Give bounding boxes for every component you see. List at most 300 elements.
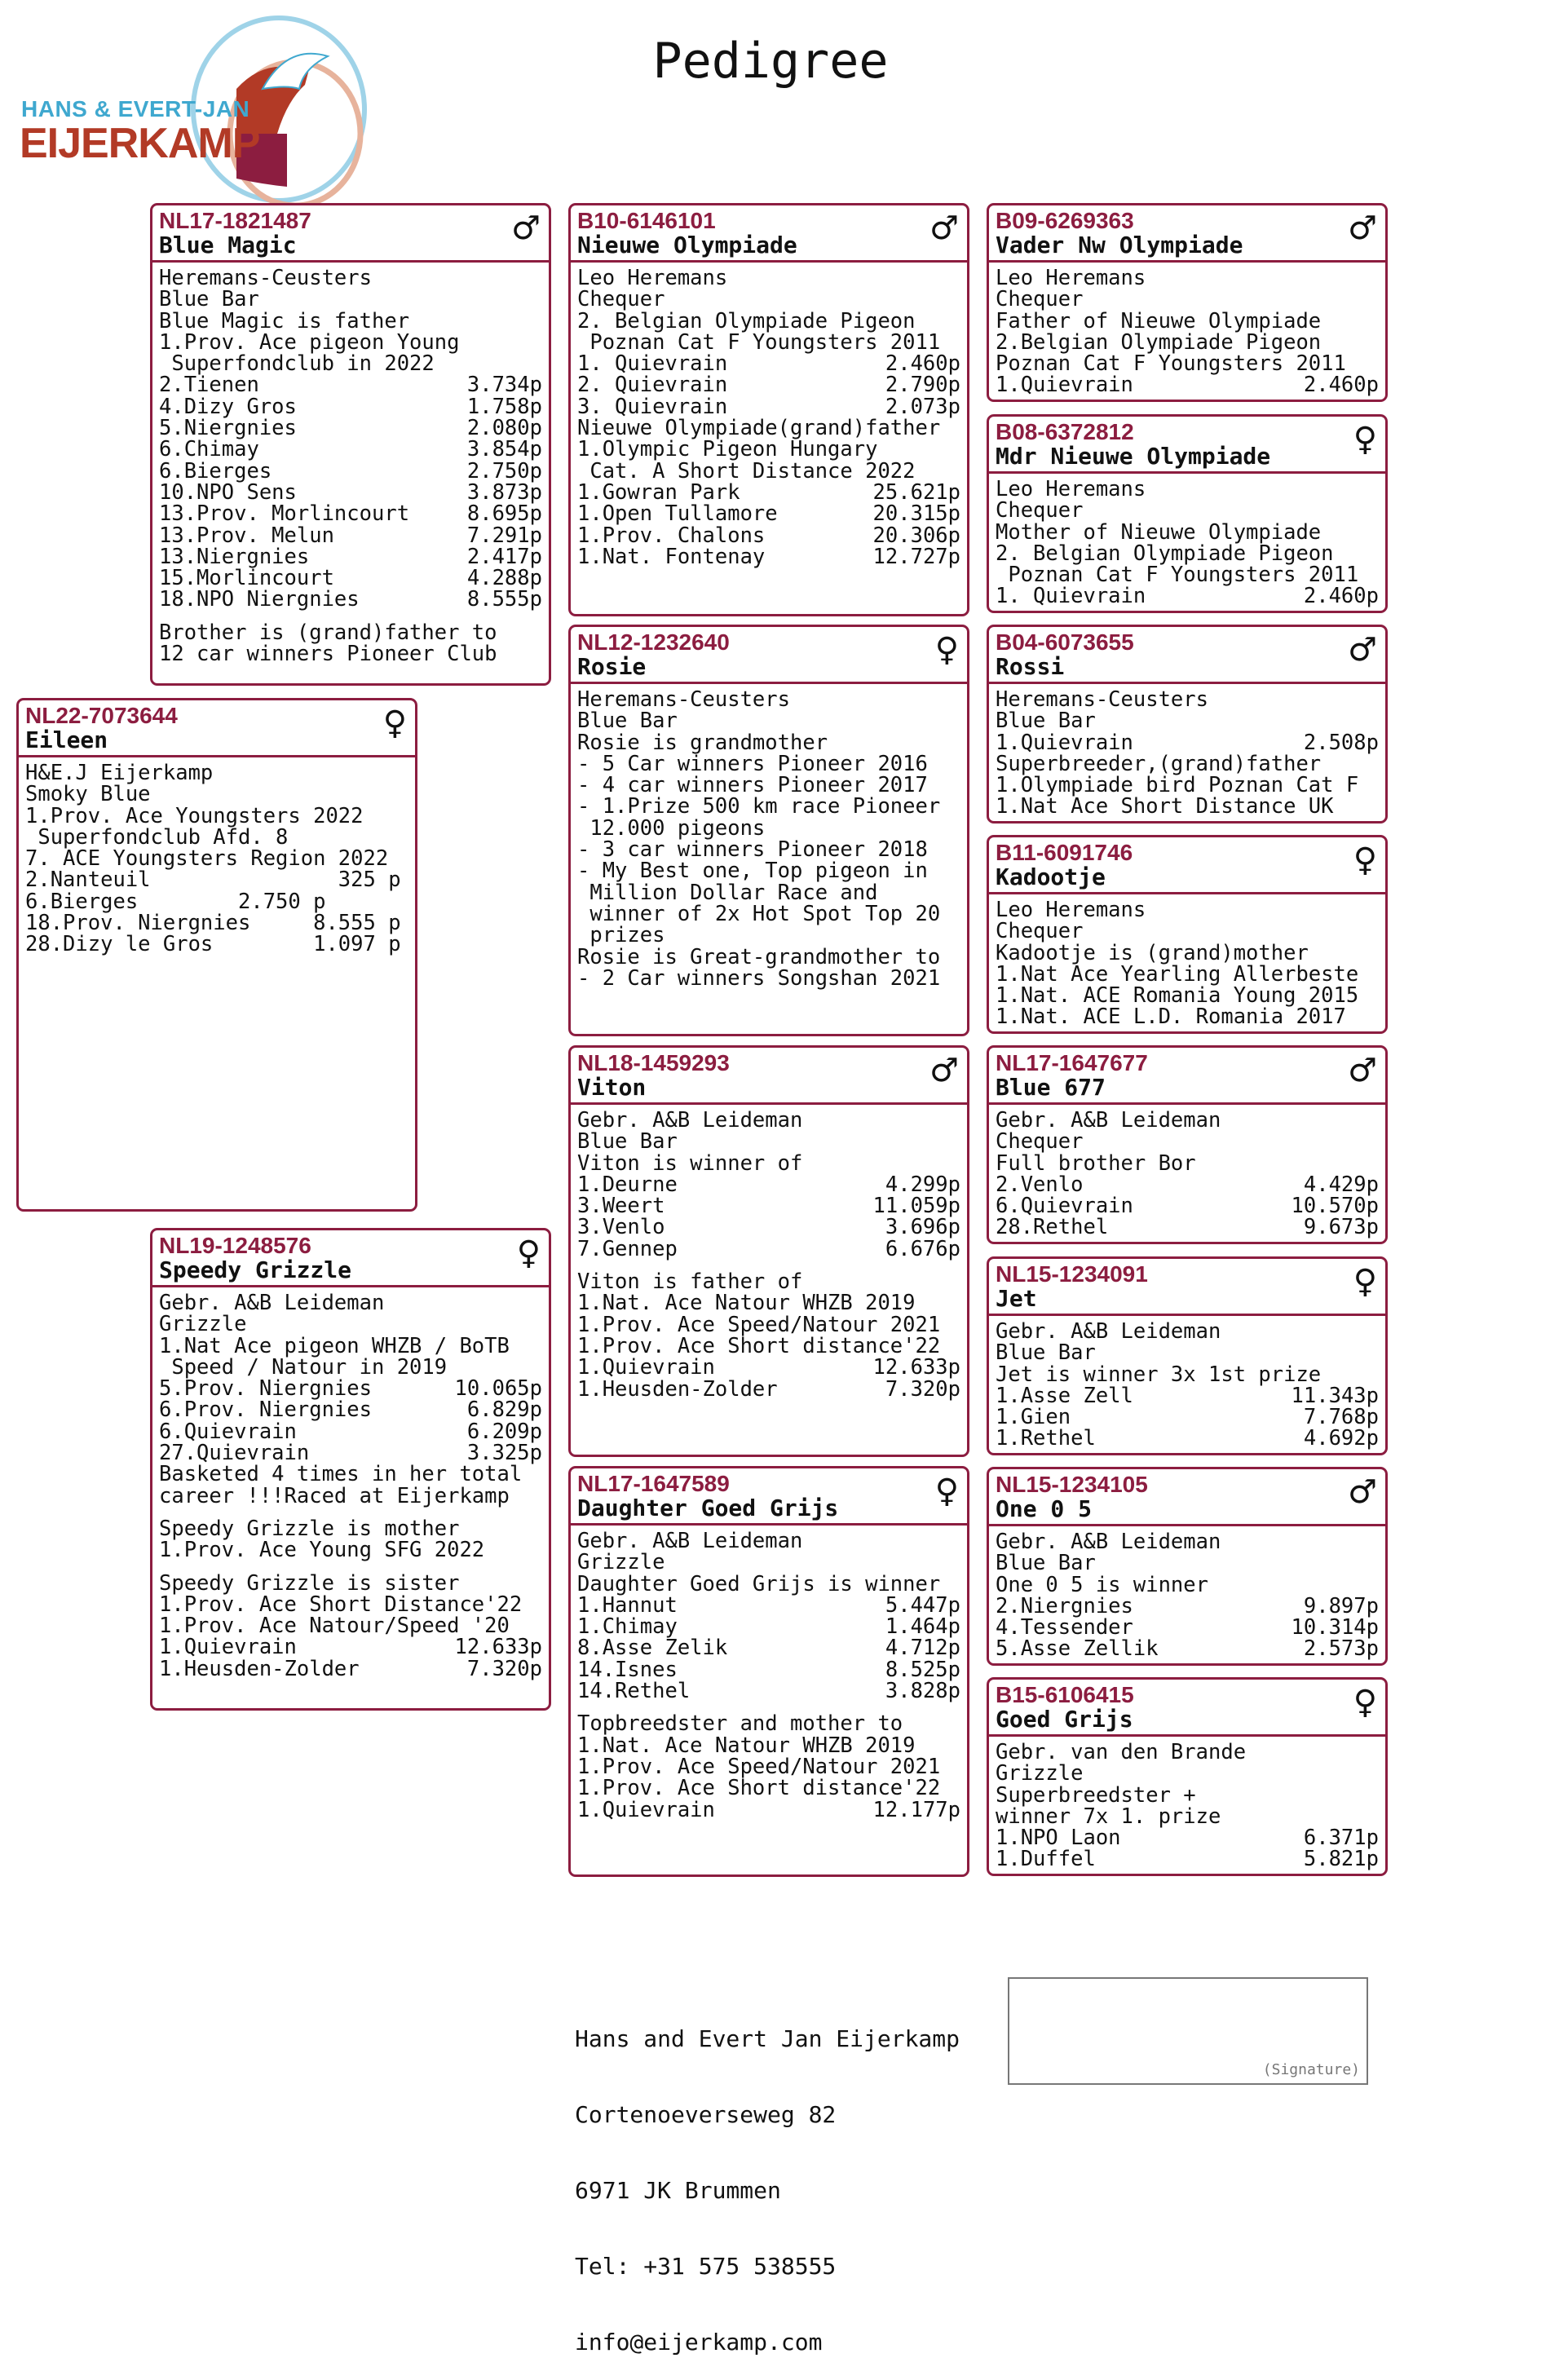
result-line [577, 1194, 960, 1219]
info-line: Grizzle [159, 1312, 247, 1337]
race-prize: 6.676p [885, 1236, 960, 1261]
logo-text-top: HANS & EVERT-JAN [21, 96, 250, 121]
race-name: 1.Rethel [996, 1426, 1096, 1451]
pigeon-name: Vader Nw Olympiade [996, 232, 1243, 258]
result-line [996, 1216, 1379, 1238]
sex-icon: ♂ [1348, 631, 1377, 669]
info-line: Chequer [996, 919, 1084, 944]
race-name: 1. Quievrain [577, 351, 728, 377]
result-line [159, 1376, 542, 1402]
sex-icon: ♂ [511, 210, 541, 247]
result-line [996, 1385, 1379, 1406]
race-name: 1.Heusden-Zolder [159, 1656, 360, 1681]
pigeon-name: Rosie [577, 653, 647, 680]
pigeon-name: Viton [577, 1074, 647, 1101]
card-header [989, 1680, 1385, 1737]
race-name: 13.Niergnies [159, 544, 310, 569]
race-name: 1.Gowran Park [577, 479, 740, 505]
race-name: 1.Deurne [577, 1172, 678, 1197]
card-header [19, 700, 415, 757]
pigeon-name: One 0 5 [996, 1495, 1093, 1522]
race-prize: 12.633p [872, 1355, 960, 1380]
result-line [996, 1826, 1379, 1851]
race-name: 1.Nat. Fontenay [577, 544, 766, 569]
info-line: Heremans-Ceusters [577, 687, 790, 712]
pigeon-name: Goed Grijs [996, 1706, 1133, 1733]
result-line [159, 1658, 542, 1680]
ring-number: NL17-1821487 [159, 208, 311, 233]
logo [18, 11, 369, 207]
info-line: 1.Prov. Ace Youngsters 2022 [25, 803, 364, 828]
info-line: 1.Prov. Ace pigeon Young [159, 329, 460, 355]
info-line: 1.Prov. Ace Young SFG 2022 [159, 1538, 485, 1563]
info-line: Nieuwe Olympiade(grand)father [577, 416, 941, 441]
card-header [571, 1048, 967, 1105]
race-name: 3.Venlo [577, 1215, 665, 1240]
race-name: 6.Chimay [159, 437, 259, 462]
race-prize: 7.768p [1303, 1405, 1379, 1430]
result-line [577, 351, 960, 377]
info-line: Blue Bar [159, 287, 259, 312]
race-name: 1.Chimay [577, 1614, 678, 1640]
info-line: - 1.Prize 500 km race Pioneer [577, 794, 941, 819]
info-line: Chequer [577, 287, 665, 312]
info-line: 2.Nanteuil 325 p [25, 868, 401, 893]
card-body [571, 263, 967, 567]
result-line [577, 1592, 960, 1618]
info-line: Blue Bar [996, 1340, 1096, 1366]
info-line: 1.Prov. Ace Short Distance'22 [159, 1592, 523, 1617]
sex-icon: ♀ [934, 631, 959, 669]
logo-text-main: EIJERKAMP [20, 120, 260, 167]
card-body [989, 1316, 1385, 1450]
race-name: 1.Quievrain [996, 730, 1133, 755]
result-line [159, 525, 542, 546]
result-line [577, 1376, 960, 1402]
card-sire-dam [568, 625, 969, 1036]
info-line: 1.Nat. ACE Romania Young 2015 [996, 983, 1359, 1009]
info-line: 1.Nat. ACE L.D. Romania 2017 [996, 1005, 1346, 1030]
race-name: 2.Tienen [159, 373, 259, 398]
info-line: Blue Bar [577, 709, 678, 734]
race-prize: 2.508p [1303, 730, 1379, 755]
info-line: Viton is father of [577, 1269, 803, 1295]
race-prize: 3.873p [466, 479, 542, 505]
race-name: 3.Weert [577, 1194, 665, 1219]
ring-number: NL17-1647589 [577, 1471, 730, 1496]
footer-line: info@eijerkamp.com [575, 2329, 823, 2356]
result-line [577, 1636, 960, 1661]
race-prize: 2.460p [1303, 584, 1379, 609]
race-name: 1.Heusden-Zolder [577, 1376, 778, 1402]
race-prize: 3.828p [885, 1679, 960, 1704]
card-body [571, 684, 967, 989]
race-prize: 10.065p [454, 1376, 542, 1402]
sex-icon: ♂ [1348, 1052, 1377, 1089]
info-line: Chequer [996, 1129, 1084, 1155]
race-prize: 10.314p [1291, 1615, 1379, 1640]
card-header [989, 1469, 1385, 1526]
race-name: 1.Quievrain [996, 373, 1133, 398]
result-line [577, 396, 960, 417]
race-name: 4.Tessender [996, 1615, 1133, 1640]
info-line: Rosie is grandmother [577, 730, 828, 755]
info-line: Brother is (grand)father to [159, 620, 497, 645]
race-prize: 12.633p [454, 1635, 542, 1660]
info-line: Superfondclub in 2022 [159, 351, 435, 377]
card-body [989, 684, 1385, 818]
info-line: Cat. A Short Distance 2022 [577, 458, 916, 484]
result-line [577, 1659, 960, 1680]
race-prize: 11.059p [872, 1194, 960, 1219]
race-prize: 2.073p [885, 394, 960, 419]
race-name: 1.Quievrain [577, 1355, 715, 1380]
race-name: 6.Quievrain [996, 1194, 1133, 1219]
info-line: 1.Prov. Ace Natour/Speed '20 [159, 1614, 510, 1639]
info-line: Gebr. van den Brande [996, 1740, 1247, 1764]
race-name: 13.Prov. Melun [159, 523, 334, 548]
card-dam [150, 1228, 551, 1711]
footer-line: Tel: +31 575 538555 [575, 2253, 837, 2280]
info-line: career !!!Raced at Eijerkamp [159, 1483, 510, 1508]
sex-icon: ♂ [1348, 1473, 1377, 1511]
pigeon-name: Eileen [25, 726, 108, 753]
result-line [996, 1194, 1379, 1219]
race-prize: 20.315p [872, 501, 960, 527]
race-prize: 12.727p [872, 544, 960, 569]
result-line [159, 501, 542, 527]
card-dam-sire [568, 1045, 969, 1457]
result-line [577, 1236, 960, 1261]
race-prize: 6.371p [1303, 1826, 1379, 1851]
pigeon-name: Nieuwe Olympiade [577, 232, 797, 258]
race-prize: 4.692p [1303, 1426, 1379, 1451]
race-prize: 10.570p [1291, 1194, 1379, 1219]
result-line [159, 396, 542, 417]
info-line: Superfondclub Afd. 8 [25, 824, 289, 850]
footer-line: 6971 JK Brummen [575, 2177, 781, 2204]
info-line: 1.Prov. Ace Speed/Natour 2021 [577, 1754, 941, 1779]
card-sire [150, 203, 551, 686]
race-prize: 8.555p [466, 587, 542, 612]
info-line: - 5 Car winners Pioneer 2016 [577, 751, 928, 776]
ring-number: NL15-1234091 [996, 1261, 1148, 1287]
ring-number: B09-6269363 [996, 208, 1134, 233]
card-header [989, 1048, 1385, 1105]
card-header [571, 627, 967, 684]
race-prize: 9.673p [1303, 1215, 1379, 1240]
result-line [159, 567, 542, 589]
card-body [989, 1737, 1385, 1870]
race-name: 1.Prov. Chalons [577, 523, 766, 548]
info-line: Leo Heremans [996, 477, 1146, 501]
race-prize: 3.325p [466, 1441, 542, 1466]
info-line: Daughter Goed Grijs is winner [577, 1571, 941, 1596]
result-line [577, 546, 960, 567]
card-dss [987, 1045, 1388, 1244]
info-line: 1.Olympiade bird Poznan Cat F [996, 773, 1359, 798]
info-line: 18.Prov. Niergnies 8.555 p [25, 911, 401, 936]
info-line: winner 7x 1. prize [996, 1804, 1221, 1829]
race-name: 1.Gien [996, 1405, 1071, 1430]
card-dds [987, 1467, 1388, 1666]
result-line [996, 373, 1379, 398]
race-prize: 1.758p [466, 394, 542, 419]
race-prize: 8.695p [466, 501, 542, 527]
ring-number: NL19-1248576 [159, 1233, 311, 1258]
card-header [989, 837, 1385, 894]
race-name: 15.Morlincourt [159, 566, 334, 591]
info-line: Viton is winner of [577, 1150, 803, 1176]
result-line [996, 1428, 1379, 1449]
race-name: 1. Quievrain [996, 584, 1146, 609]
race-name: 5.Prov. Niergnies [159, 1376, 372, 1402]
race-prize: 6.829p [466, 1398, 542, 1423]
race-name: 1.Quievrain [159, 1635, 297, 1660]
info-line: 12 car winners Pioneer Club [159, 642, 497, 667]
card-ddd [987, 1677, 1388, 1876]
result-line [996, 1617, 1379, 1638]
result-line [996, 732, 1379, 753]
pigeon-name: Daughter Goed Grijs [577, 1495, 839, 1521]
info-line: Speed / Natour in 2019 [159, 1354, 448, 1380]
card-header [571, 1468, 967, 1526]
result-line [577, 1174, 960, 1195]
sex-icon: ♀ [1353, 421, 1377, 458]
info-line: 1.Nat Ace Short Distance UK [996, 794, 1334, 819]
race-prize: 7.320p [885, 1376, 960, 1402]
info-line: 1.Nat Ace pigeon WHZB / BoTB [159, 1333, 510, 1358]
result-line [577, 373, 960, 398]
page-title: Pedigree [652, 33, 889, 90]
info-line: 28.Dizy le Gros 1.097 p [25, 932, 401, 957]
info-line: Superbreeder,(grand)father [996, 751, 1322, 776]
info-line: Father of Nieuwe Olympiade [996, 308, 1322, 333]
race-name: 8.Asse Zelik [577, 1636, 728, 1661]
result-line [159, 1636, 542, 1658]
race-name: 10.NPO Sens [159, 479, 297, 505]
result-line [577, 1216, 960, 1238]
info-line: Speedy Grizzle is mother [159, 1516, 460, 1541]
info-line: 2. Belgian Olympiade Pigeon [996, 541, 1334, 566]
result-line [577, 479, 960, 505]
signature-label: (Signature) [1262, 2061, 1360, 2078]
race-name: 5.Asse Zellik [996, 1636, 1159, 1662]
info-line: Mother of Nieuwe Olympiade [996, 519, 1322, 545]
card-sds [987, 625, 1388, 824]
result-line [996, 1406, 1379, 1428]
race-name: 14.Rethel [577, 1679, 691, 1704]
result-line [996, 1848, 1379, 1870]
info-line: One 0 5 is winner [996, 1572, 1208, 1597]
sex-icon: ♂ [929, 210, 959, 247]
info-line: H&E.J Eijerkamp [25, 761, 214, 785]
pigeon-name: Rossi [996, 653, 1065, 680]
card-ssd [987, 414, 1388, 613]
race-name: 28.Rethel [996, 1215, 1109, 1240]
info-line: Heremans-Ceusters [996, 687, 1208, 712]
race-name: 2. Quievrain [577, 373, 728, 398]
race-name: 1.Duffel [996, 1847, 1096, 1872]
race-prize: 4.288p [466, 566, 542, 591]
card-header [989, 417, 1385, 474]
info-line: 1.Nat Ace Yearling Allerbeste [996, 961, 1359, 987]
signature-box [1008, 1977, 1368, 2085]
info-line: Blue Bar [577, 1129, 678, 1155]
card-body [989, 263, 1385, 396]
info-line: Topbreedster and mother to [577, 1711, 903, 1737]
result-line [577, 501, 960, 527]
race-prize: 7.291p [466, 523, 542, 548]
info-line: - 4 car winners Pioneer 2017 [577, 773, 928, 798]
race-prize: 4.712p [885, 1636, 960, 1661]
pigeon-name: Kadootje [996, 863, 1106, 890]
info-line: 1.Prov. Ace Short distance'22 [577, 1776, 941, 1801]
race-prize: 8.525p [885, 1657, 960, 1682]
card-body [989, 474, 1385, 607]
ring-number: NL15-1234105 [996, 1472, 1148, 1497]
race-name: 1.Asse Zell [996, 1383, 1133, 1408]
card-header [152, 1230, 549, 1287]
race-prize: 2.573p [1303, 1636, 1379, 1662]
info-line: Leo Heremans [577, 266, 728, 290]
race-name: 13.Prov. Morlincourt [159, 501, 410, 527]
card-subject [16, 698, 417, 1212]
race-name: 6.Quievrain [159, 1419, 297, 1444]
info-line: 2. Belgian Olympiade Pigeon [577, 308, 916, 333]
result-line [577, 1799, 960, 1821]
info-line: 1.Nat. Ace Natour WHZB 2019 [577, 1733, 916, 1758]
race-name: 14.Isnes [577, 1657, 678, 1682]
info-line: 2.Belgian Olympiade Pigeon [996, 329, 1322, 355]
info-line: 7. ACE Youngsters Region 2022 [25, 846, 389, 872]
sex-icon: ♀ [516, 1234, 541, 1272]
info-line: Heremans-Ceusters [159, 266, 372, 290]
card-body [152, 1287, 549, 1680]
info-line: Poznan Cat F Youngsters 2011 [996, 563, 1359, 588]
info-line: 12.000 pigeons [577, 815, 766, 841]
info-line: Basketed 4 times in her total [159, 1462, 523, 1487]
race-prize: 7.320p [466, 1656, 542, 1681]
info-line: Blue Bar [996, 709, 1096, 734]
card-body [989, 1105, 1385, 1239]
race-name: 3. Quievrain [577, 394, 728, 419]
result-line [159, 1421, 542, 1442]
race-name: 1.Open Tullamore [577, 501, 778, 527]
race-prize: 5.447p [885, 1592, 960, 1618]
info-line: Jet is winner 3x 1st prize [996, 1362, 1322, 1387]
result-line [159, 479, 542, 505]
race-prize: 11.343p [1291, 1383, 1379, 1408]
race-prize: 2.790p [885, 373, 960, 398]
ring-number: NL18-1459293 [577, 1050, 730, 1075]
race-name: 18.NPO Niergnies [159, 587, 360, 612]
card-body [152, 263, 549, 665]
result-line [577, 525, 960, 546]
info-line: Blue Magic is father [159, 308, 410, 333]
race-prize: 25.621p [872, 479, 960, 505]
info-line: Gebr. A&B Leideman [996, 1530, 1221, 1554]
info-line: - 2 Car winners Songshan 2021 [577, 965, 941, 991]
result-line [159, 417, 542, 439]
ring-number: NL22-7073644 [25, 703, 178, 728]
sex-icon: ♀ [1353, 1684, 1377, 1721]
race-prize: 3.696p [885, 1215, 960, 1240]
info-line: Million Dollar Race and [577, 880, 878, 905]
pigeon-name: Mdr Nieuwe Olympiade [996, 443, 1271, 470]
race-name: 6.Bierges [159, 458, 272, 484]
race-name: 27.Quievrain [159, 1441, 310, 1466]
info-line: 1.Nat. Ace Natour WHZB 2019 [577, 1291, 916, 1316]
info-line: Leo Heremans [996, 898, 1146, 922]
race-prize: 12.177p [872, 1797, 960, 1822]
card-body [989, 1526, 1385, 1660]
info-line: Chequer [996, 287, 1084, 312]
info-line: Rosie is Great-grandmother to [577, 944, 941, 969]
race-name: 1.NPO Laon [996, 1826, 1121, 1851]
ring-number: NL12-1232640 [577, 629, 730, 655]
info-line: 1.Olympic Pigeon Hungary [577, 437, 878, 462]
info-line: Grizzle [577, 1550, 665, 1575]
result-line [577, 1357, 960, 1378]
ring-number: B15-6106415 [996, 1682, 1134, 1707]
race-name: 1.Quievrain [577, 1797, 715, 1822]
race-prize: 4.429p [1303, 1172, 1379, 1197]
info-line: 6.Bierges 2.750 p [25, 889, 326, 914]
breeder-address [575, 1976, 960, 2380]
race-prize: 20.306p [872, 523, 960, 548]
info-line: prizes [577, 923, 665, 948]
info-line: Superbreedster + [996, 1782, 1196, 1808]
ring-number: NL17-1647677 [996, 1050, 1148, 1075]
result-line [159, 439, 542, 460]
race-name: 2.Niergnies [996, 1593, 1133, 1618]
sex-icon: ♀ [934, 1473, 959, 1510]
card-sire-sire [568, 203, 969, 616]
result-line [996, 1174, 1379, 1195]
race-prize: 3.854p [466, 437, 542, 462]
sex-icon: ♀ [1353, 841, 1377, 879]
race-prize: 2.460p [1303, 373, 1379, 398]
card-sdd [987, 835, 1388, 1034]
card-header [989, 627, 1385, 684]
race-prize: 4.299p [885, 1172, 960, 1197]
info-line: 1.Prov. Ace Speed/Natour 2021 [577, 1312, 941, 1337]
card-header [989, 205, 1385, 263]
result-line [159, 458, 542, 484]
race-name: 7.Gennep [577, 1236, 678, 1261]
race-name: 5.Niergnies [159, 416, 297, 441]
result-line [996, 1636, 1379, 1662]
result-line [577, 1614, 960, 1640]
result-line [159, 373, 542, 398]
ring-number: B04-6073655 [996, 629, 1134, 655]
footer-line: Cortenoeverseweg 82 [575, 2101, 837, 2128]
card-header [989, 1259, 1385, 1316]
result-line [159, 589, 542, 610]
info-line: Kadootje is (grand)mother [996, 940, 1309, 965]
race-prize: 5.821p [1303, 1847, 1379, 1872]
result-line [996, 585, 1379, 607]
info-line: Gebr. A&B Leideman [996, 1319, 1221, 1344]
info-line: Full brother Bor [996, 1150, 1196, 1176]
info-line: - My Best one, Top pigeon in [577, 859, 928, 884]
footer-line: Hans and Evert Jan Eijerkamp [575, 2025, 960, 2052]
race-name: 6.Prov. Niergnies [159, 1398, 372, 1423]
race-prize: 2.750p [466, 458, 542, 484]
race-prize: 6.209p [466, 1419, 542, 1444]
card-body [571, 1105, 967, 1400]
